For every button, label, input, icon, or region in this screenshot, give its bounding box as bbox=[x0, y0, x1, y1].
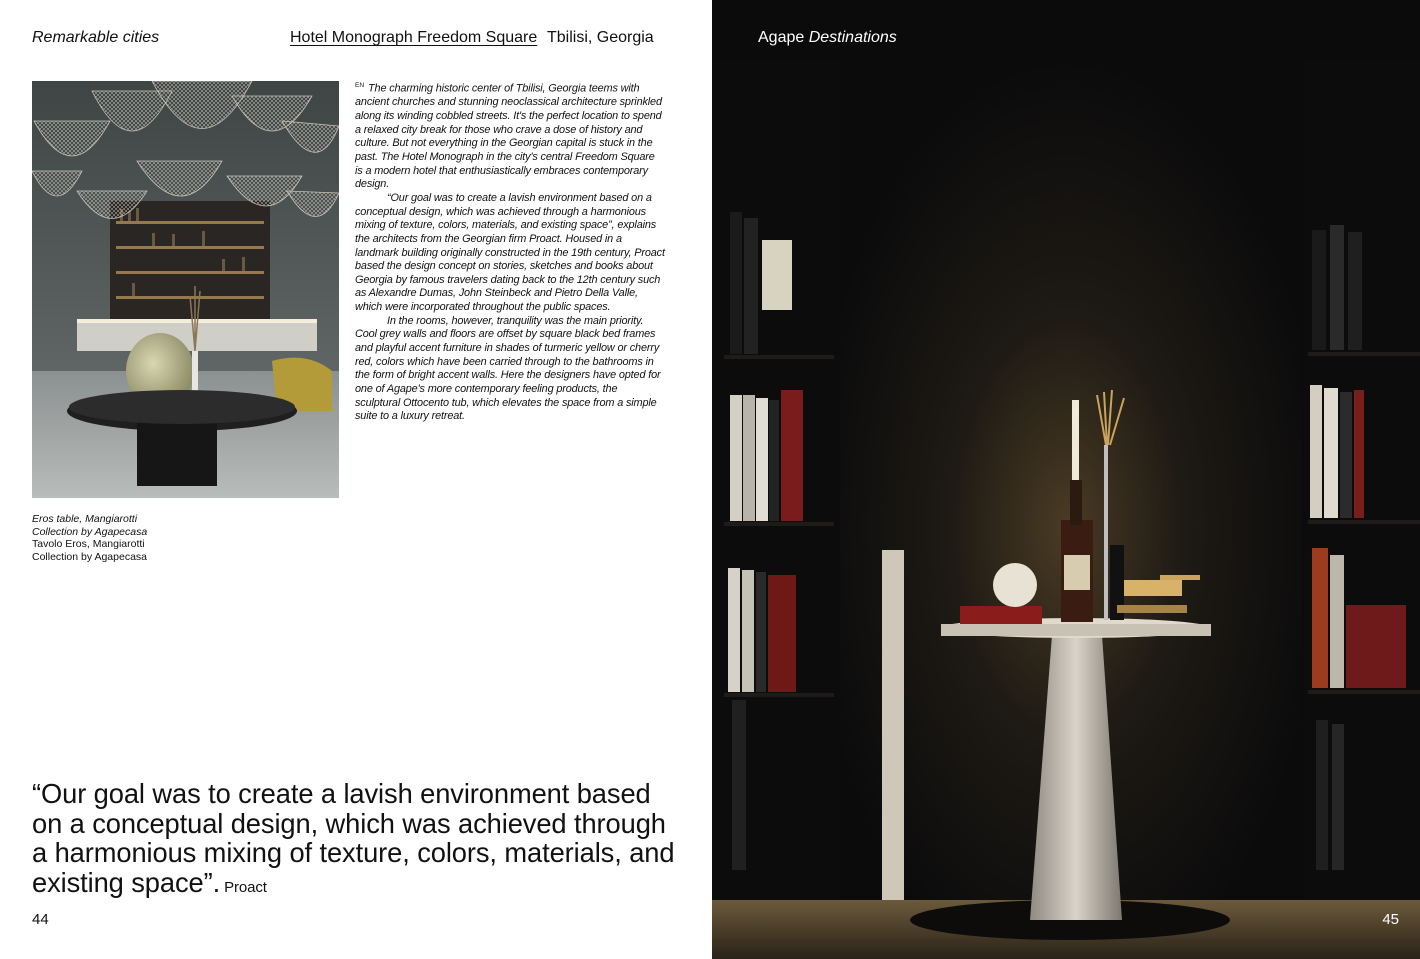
hotel-title-link[interactable]: Hotel Monograph Freedom Square bbox=[290, 29, 538, 46]
paragraph-1 bbox=[355, 79, 665, 192]
caption-it-line2: Collection by Agapecasa bbox=[32, 550, 147, 563]
caption-en-line2: Collection by Agapecasa bbox=[32, 525, 148, 538]
paragraph-3: In the rooms, however, tranquility was the main priority. Cool grey walls and floors are offset by square black bed frames and playful accent furniture in shades of turmeric yellow or cherry red, colors which have been carried through to the bathrooms in the form of bright accent walls. Here the designers have opted for one of Agape's more contemporary feeling products, the sculptural Ottocento tub, which elevates the space from a simple suite to a luxury retreat. bbox=[355, 314, 661, 423]
hotel-bar-photo bbox=[32, 81, 339, 498]
paragraph-1-text: The charming historic center of Tbilisi, Georgia teems with ancient churches and stunning neoclassical architecture sprinkled along its winding cobbled streets. It's the perfect location to spend a relaxed city break for those who crave a dose of history and culture. But not everything in the Georgian capital is stuck in the past. The Hotel Monograph in the city's central Freedom Square is a modern hotel that enthusiastically embraces contemporary design. bbox=[355, 82, 662, 191]
language-tag: EN bbox=[355, 82, 365, 89]
right-page bbox=[712, 0, 1420, 959]
pull-quote bbox=[32, 779, 682, 902]
table-still-life-photo bbox=[712, 0, 1420, 959]
quote-attribution: Proact bbox=[224, 878, 267, 896]
caption-en-line1: Eros table, Mangiarotti bbox=[32, 513, 138, 525]
photo-caption bbox=[32, 513, 147, 563]
paragraph-2: “Our goal was to create a lavish environment based on a conceptual design, which was achieved through a harmonious mixing of texture, colors, materials, and existing space”, explains the architects from the Georgian firm Proact. Housed in a landmark building originally constructed in the 19th century, Proact based the design concept on stories, sketches and books about Georgia by famous travelers dating back to the 12th century such as Alexandre Dumas, John Steinbeck and Pietro Della Valle, which were incorporated throughout the public spaces. bbox=[355, 191, 665, 314]
page-number-right: 45 bbox=[1382, 911, 1399, 928]
page-number-left: 44 bbox=[32, 911, 49, 928]
location-label: Tbilisi, Georgia bbox=[547, 29, 654, 46]
brand-section: Destinations bbox=[808, 29, 897, 46]
pull-quote-text: “Our goal was to create a lavish environment based on a conceptual design, which was achieved through a harmonious mixing of texture, colors, materials, and existing space”. bbox=[32, 778, 675, 898]
brand-name: Agape bbox=[758, 29, 805, 46]
brand-header bbox=[758, 29, 897, 47]
section-label: Remarkable cities bbox=[32, 29, 160, 46]
caption-it-line1: Tavolo Eros, Mangiarotti bbox=[32, 538, 145, 550]
article-body bbox=[355, 79, 665, 424]
